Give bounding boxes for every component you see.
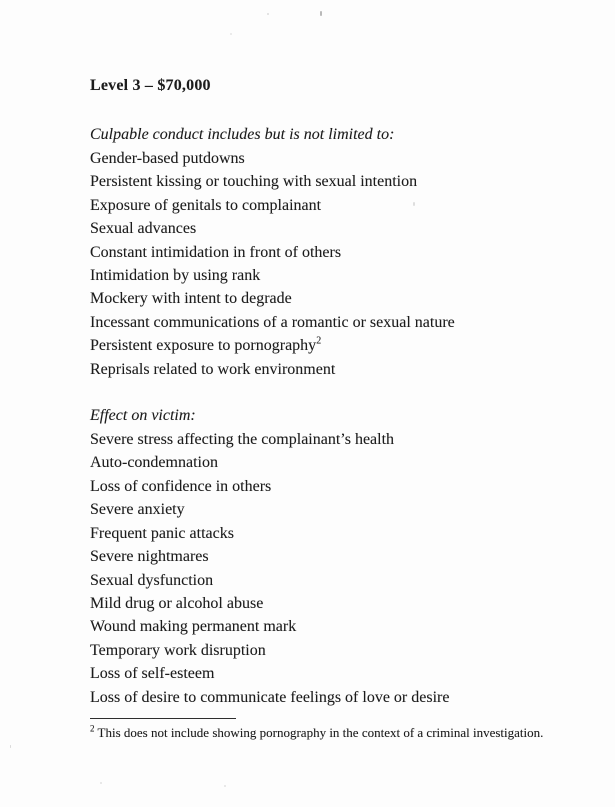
list-item: Mockery with intent to degrade bbox=[90, 290, 292, 308]
scan-artifact bbox=[267, 13, 269, 15]
list-item: Wound making permanent mark bbox=[90, 618, 297, 636]
list-item: Exposure of genitals to complainant bbox=[90, 196, 322, 214]
effect-on-victim-list bbox=[90, 428, 555, 709]
footnote bbox=[90, 718, 555, 741]
list-item: Frequent panic attacks bbox=[90, 524, 234, 542]
list-item: Mild drug or alcohol abuse bbox=[90, 594, 264, 612]
footnote-reference: 2 bbox=[316, 335, 322, 347]
footnote-body: This does not include showing pornography in the context of a criminal investigation. bbox=[97, 724, 544, 740]
list-item bbox=[90, 334, 555, 357]
list-item: Severe anxiety bbox=[90, 501, 185, 519]
scan-artifact bbox=[100, 782, 102, 784]
scan-artifact bbox=[10, 745, 11, 748]
footnote-marker: 2 bbox=[90, 723, 95, 734]
list-item: Loss of confidence in others bbox=[90, 477, 272, 495]
list-item: Intimidation by using rank bbox=[90, 267, 261, 285]
section-header-culpable-conduct: Culpable conduct includes but is not limited to: bbox=[90, 126, 395, 143]
document-title: Level 3 – $70,000 bbox=[90, 77, 211, 94]
list-item: Persistent kissing or touching with sexual intention bbox=[90, 173, 418, 191]
list-item: Incessant communications of a romantic or sexual nature bbox=[90, 313, 455, 331]
list-item-text: Persistent exposure to pornography bbox=[90, 337, 317, 355]
list-item: Sexual dysfunction bbox=[90, 571, 214, 589]
scan-artifact bbox=[413, 202, 415, 206]
list-item: Loss of self-esteem bbox=[90, 665, 215, 683]
section-header-effect-on-victim: Effect on victim: bbox=[90, 407, 196, 425]
culpable-conduct-list bbox=[90, 147, 555, 381]
list-item: Severe nightmares bbox=[90, 548, 209, 566]
list-item: Sexual advances bbox=[90, 220, 197, 238]
list-item: Temporary work disruption bbox=[90, 641, 266, 659]
scan-artifact bbox=[224, 785, 226, 787]
list-item: Loss of desire to communicate feelings of love or desire bbox=[90, 688, 450, 706]
scan-artifact bbox=[320, 11, 322, 16]
scan-artifact bbox=[230, 33, 232, 35]
list-item: Auto-condemnation bbox=[90, 454, 218, 472]
list-item: Severe stress affecting the complainant’s health bbox=[90, 431, 395, 449]
list-item: Gender-based putdowns bbox=[90, 150, 245, 167]
footnote-text bbox=[90, 725, 555, 741]
list-item: Reprisals related to work environment bbox=[90, 360, 336, 378]
footnote-separator bbox=[90, 718, 236, 719]
list-item: Constant intimidation in front of others bbox=[90, 243, 342, 261]
